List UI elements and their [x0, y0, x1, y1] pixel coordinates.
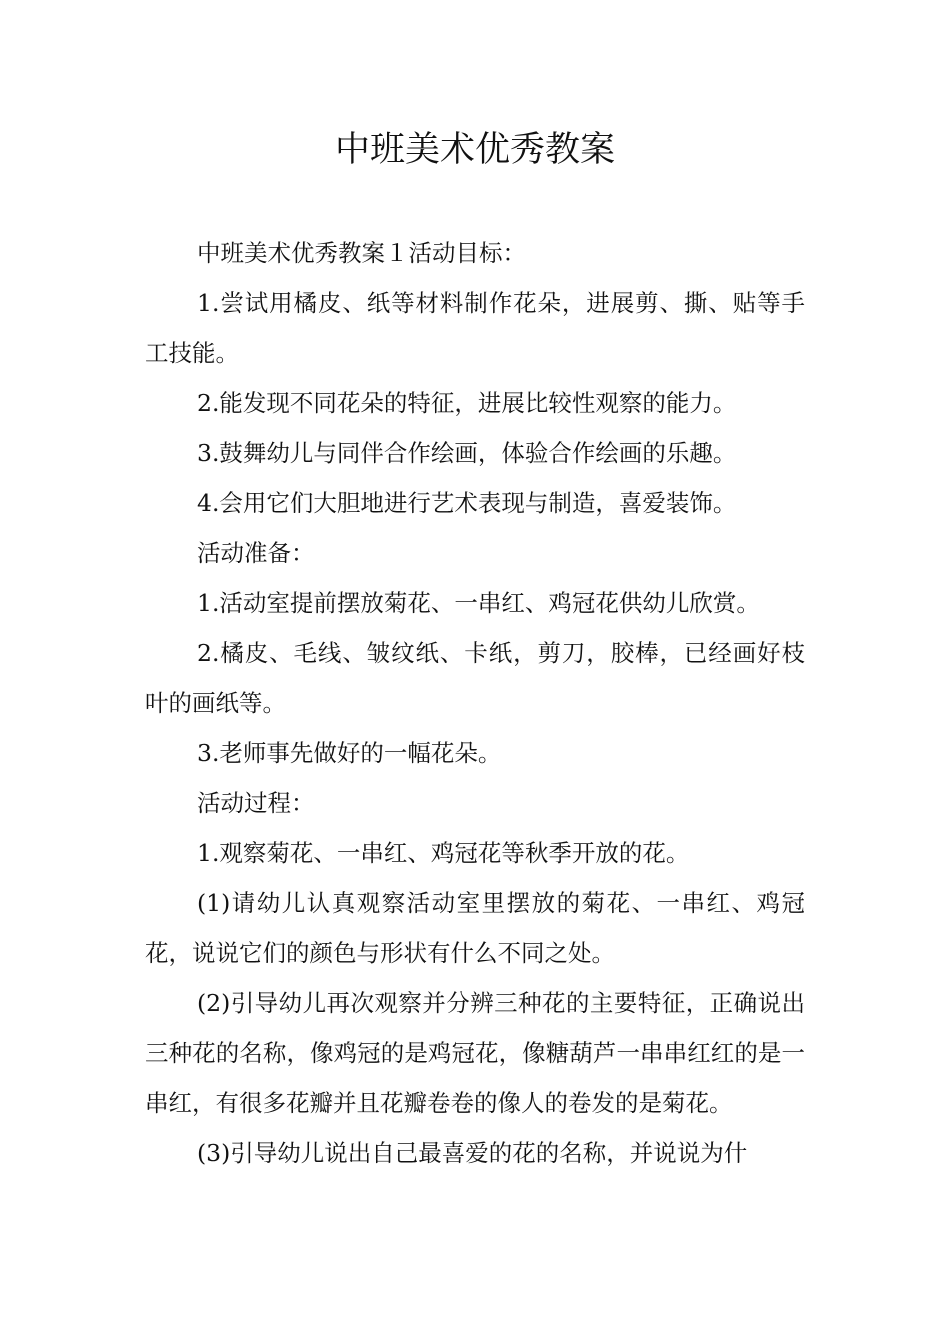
paragraph: 2.能发现不同花朵的特征，进展比较性观察的能力。	[197, 389, 737, 417]
paragraph: (2)引导幼儿再次观察并分辨三种花的主要特征，正确说出三种花的名称，像鸡冠的是鸡冠花，像糖葫芦一串串红红的是一串红，有很多花瓣并且花瓣卷卷的像人的卷发的是菊花。	[145, 989, 805, 1117]
paragraph: 3.鼓舞幼儿与同伴合作绘画，体验合作绘画的乐趣。	[197, 439, 737, 467]
paragraph: (3)引导幼儿说出自己最喜爱的花的名称，并说说为什	[197, 1139, 748, 1167]
document-body	[145, 228, 805, 1178]
paragraph: 活动过程：	[197, 789, 315, 817]
paragraph: 1.观察菊花、一串红、鸡冠花等秋季开放的花。	[197, 839, 690, 867]
paragraph: 1.活动室提前摆放菊花、一串红、鸡冠花供幼儿欣赏。	[197, 589, 760, 617]
document-title: 中班美术优秀教案	[334, 130, 615, 170]
paragraph: 4.会用它们大胆地进行艺术表现与制造，喜爱装饰。	[197, 489, 737, 517]
paragraph: 中班美术优秀教案１活动目标：	[197, 239, 526, 267]
paragraph: (1)请幼儿认真观察活动室里摆放的菊花、一串红、鸡冠花，说说它们的颜色与形状有什么不同之处。	[145, 889, 805, 967]
paragraph: 2.橘皮、毛线、皱纹纸、卡纸，剪刀，胶棒，已经画好枝叶的画纸等。	[145, 639, 805, 717]
paragraph: 活动准备：	[197, 539, 315, 567]
paragraph: 3.老师事先做好的一幅花朵。	[197, 739, 502, 767]
paragraph: 1.尝试用橘皮、纸等材料制作花朵，进展剪、撕、贴等手工技能。	[145, 289, 805, 367]
